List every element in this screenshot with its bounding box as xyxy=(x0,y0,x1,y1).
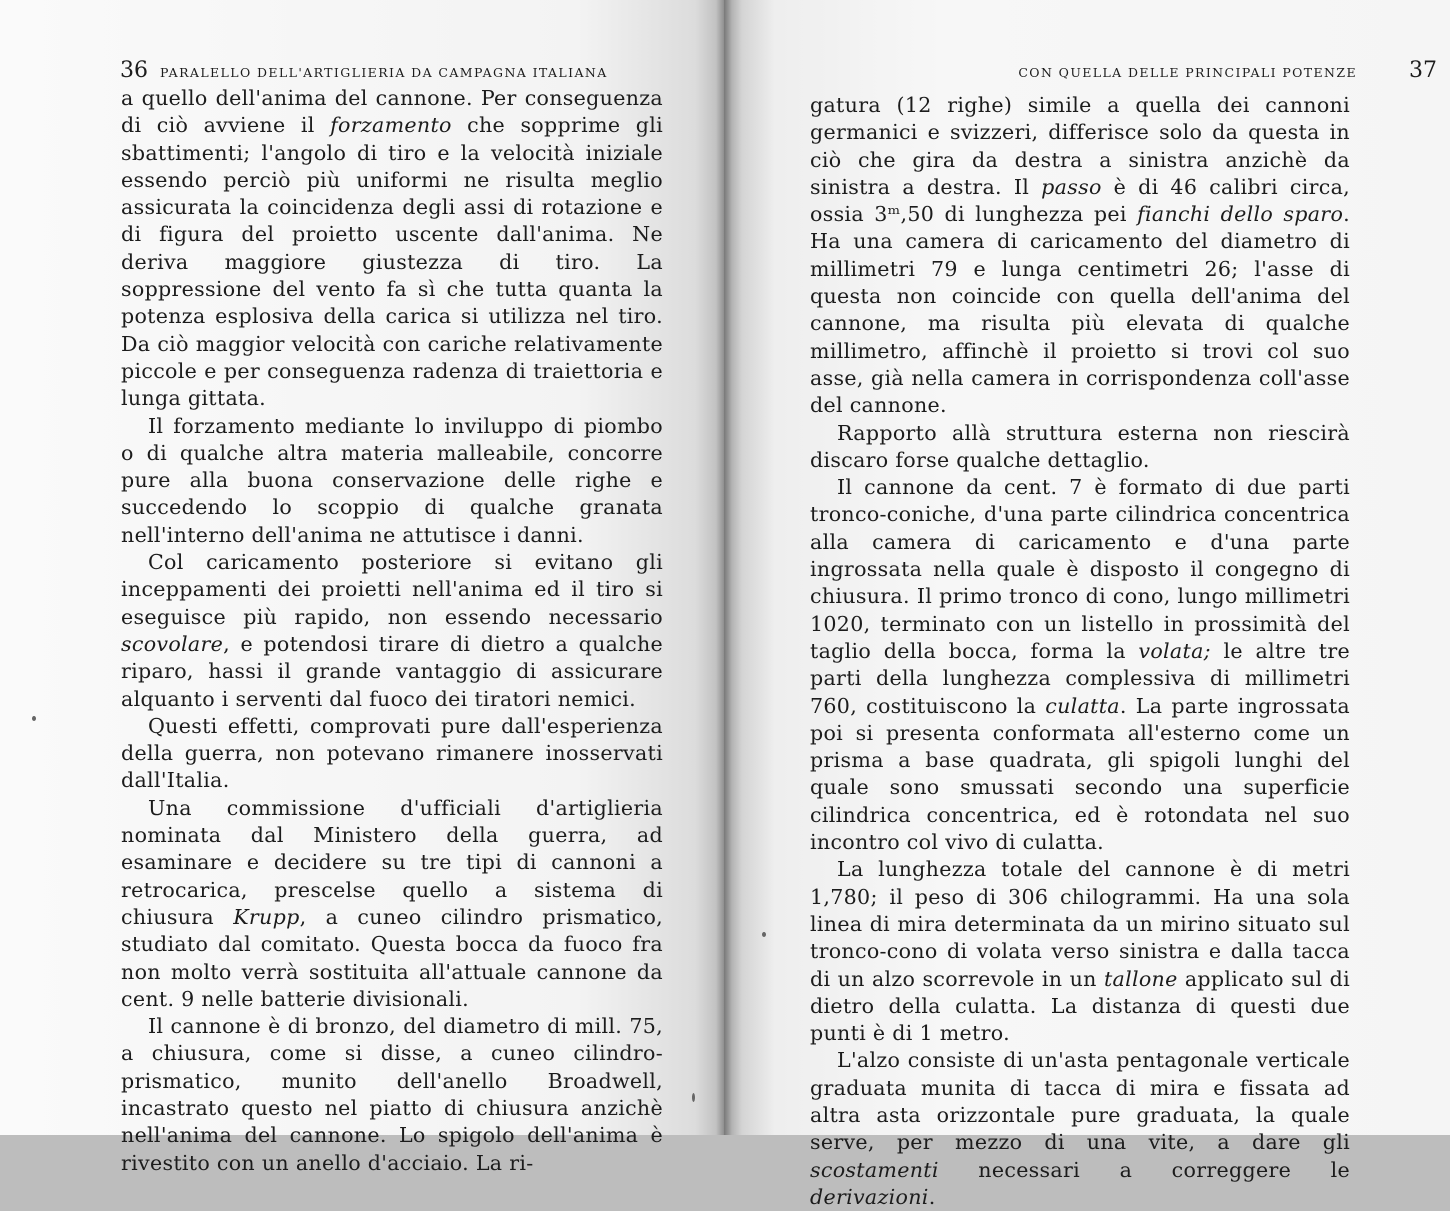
text-run: necessari a correggere le xyxy=(938,1157,1350,1182)
left-page-number: 36 xyxy=(120,58,148,83)
right-page-header xyxy=(907,58,1437,83)
text-run: La lunghezza totale del cannone è di metri 1,780; il peso di 306 chilogrammi. Ha una sola linea di mira determinata da un mirino situato sul tronco-cono di volata verso sinistra e dalla tacca di un alzo scorrevole in un xyxy=(810,857,1350,991)
italic-term: scovolare xyxy=(121,631,224,656)
text-run: applicato sul di dietro della culatta. La distanza di questi due punti è di 1 metro. xyxy=(810,966,1350,1046)
italic-term: fianchi dello sparo xyxy=(1137,202,1344,227)
text-run: è di 46 calibri circa, ossia 3ᵐ,50 di lunghezza pei xyxy=(810,174,1351,227)
paragraph xyxy=(121,413,663,549)
text-run: a quello dell'anima del cannone. Per conseguenza di ciò avviene il xyxy=(121,86,663,138)
book-gutter-shadow xyxy=(716,0,732,1135)
text-run: Questi effetti, comprovati pure dall'esperienza della guerra, non potevano rimanere inosservati dall'Italia. xyxy=(121,713,663,793)
text-run: L'alzo consiste di un'asta pentagonale verticale graduata munita di tacca di mira e fissata ad altra asta orizzontale pure graduata, la quale serve, per mezzo di una vite, a dare gli xyxy=(810,1048,1350,1155)
left-running-head: PARALELLO DELL'ARTIGLIERIA DA CAMPAGNA ITALIANA xyxy=(160,65,608,80)
paragraph xyxy=(121,85,663,413)
text-run: Il cannone è di bronzo, del diametro di mill. 75, a chiusura, come si disse, a cuneo cilindro-prismatico, munito dell'anello Broadwell, incastrato questo nel piatto di chiusura anzichè nell'anima del cannone. Lo spigolo dell'anima è rivestito con un anello d'acciaio. La ri- xyxy=(121,1014,663,1175)
italic-term: Krupp xyxy=(233,904,300,929)
right-page-body xyxy=(810,92,1350,1211)
text-run: , a cuneo cilindro prismatico, studiato dal comitato. Questa bocca da fuoco fra non molto verrà sostituita all'attuale cannone da cent. 9 nelle batterie divisionali. xyxy=(121,904,663,1011)
text-run: gatura (12 righe) simile a quella dei cannoni germanici e svizzeri, differisce solo da questa in ciò che gira da destra a sinistra anzichè da sinistra a destra. Il xyxy=(810,93,1350,199)
paper-speck xyxy=(692,1093,695,1102)
paragraph xyxy=(810,1047,1350,1211)
left-page xyxy=(0,0,724,1175)
italic-term: tallone xyxy=(1103,966,1178,991)
text-run: le altre tre parti della lunghezza complessiva di millimetri 760, costituiscono la xyxy=(810,638,1350,718)
text-run: Il cannone da cent. 7 è formato di due parti tronco-coniche, d'una parte cilindrica concentrica alla camera di caricamento e d'una parte ingrossata nella quale è disposto il congegno di chiusura. Il primo tronco di cono, lungo millimetri 1020, terminato con un listello in prossimità del taglio della bocca, forma la xyxy=(810,475,1350,663)
text-run: , e potendosi tirare di dietro a qualche riparo, hassi il grande vantaggio di assicurare alquanto i serventi dal fuoco dei tiratori nemici. xyxy=(121,631,663,711)
italic-term: forzamento xyxy=(330,113,452,138)
text-run: che sopprime gli sbattimenti; l'angolo di tiro e la velocità iniziale essendo perciò più uniformi ne risulta meglio assicurata la coincidenza degli assi di rotazione e di figura del proietto uscente dall'anima. Ne deriva maggiore giustezza di tiro. La soppressione del vento fa sì che tutta quanta la potenza esplosiva della carica si utilizza nel tiro. Da ciò maggior velocità con cariche relativamente piccole e per conseguenza radenza di traiettoria e lunga gittata. xyxy=(121,113,663,411)
left-page-body xyxy=(121,85,663,1177)
paragraph xyxy=(121,713,663,795)
text-run: . Ha una camera di caricamento del diametro di millimetri 79 e lunga centimetri 26; l'asse di questa non coincide con quella dell'anima del cannone, ma risulta più elevata di qualche millimetro, affinchè il proietto si trovi col suo asse, già nella camera in corrispondenza coll'asse del cannone. xyxy=(810,202,1350,418)
text-run: Una commissione d'ufficiali d'artiglieria nominata dal Ministero della guerra, ad esaminare e decidere su tre tipi di cannoni a retrocarica, prescelse quello a sistema di chiusura xyxy=(121,795,663,929)
paragraph xyxy=(810,420,1350,475)
text-run: . La parte ingrossata poi si presenta conformata all'esterno come un prisma a base quadrata, gli spigoli lunghi del quale sono smussati secondo una superficie cilindrica concentrica, ed è rotondata nel suo incontro col vivo di culatta. xyxy=(810,693,1350,855)
right-running-head: CON QUELLA DELLE PRINCIPALI POTENZE xyxy=(1018,65,1357,80)
right-page xyxy=(724,0,1450,1209)
left-page-header xyxy=(120,58,665,83)
paragraph xyxy=(121,1013,663,1177)
italic-term: scostamenti xyxy=(810,1157,939,1182)
italic-term: culatta xyxy=(1045,693,1120,718)
paper-speck xyxy=(762,932,766,937)
italic-term: volata; xyxy=(1138,638,1211,663)
paragraph xyxy=(810,856,1350,1047)
text-run: Rapporto allà struttura esterna non riescirà discaro forse qualche dettaglio. xyxy=(810,420,1350,472)
paragraph xyxy=(121,549,663,713)
paragraph xyxy=(121,795,663,1013)
right-page-number: 37 xyxy=(1409,58,1437,83)
paper-speck xyxy=(32,716,36,721)
paragraph xyxy=(810,474,1350,856)
text-run: Col caricamento posteriore si evitano gli inceppamenti dei proietti nell'anima ed il tiro si eseguisce più rapido, non essendo necessario xyxy=(121,550,663,629)
paragraph xyxy=(810,92,1350,420)
italic-term: passo xyxy=(1041,174,1102,199)
italic-term: derivazioni xyxy=(810,1184,929,1209)
text-run: . xyxy=(928,1184,936,1209)
text-run: Il forzamento mediante lo inviluppo di piombo o di qualche altra materia malleabile, concorre pure alla buona conservazione delle righe e succedendo lo scoppio di qualche granata nell'interno dell'anima ne attutisce i danni. xyxy=(121,413,663,547)
